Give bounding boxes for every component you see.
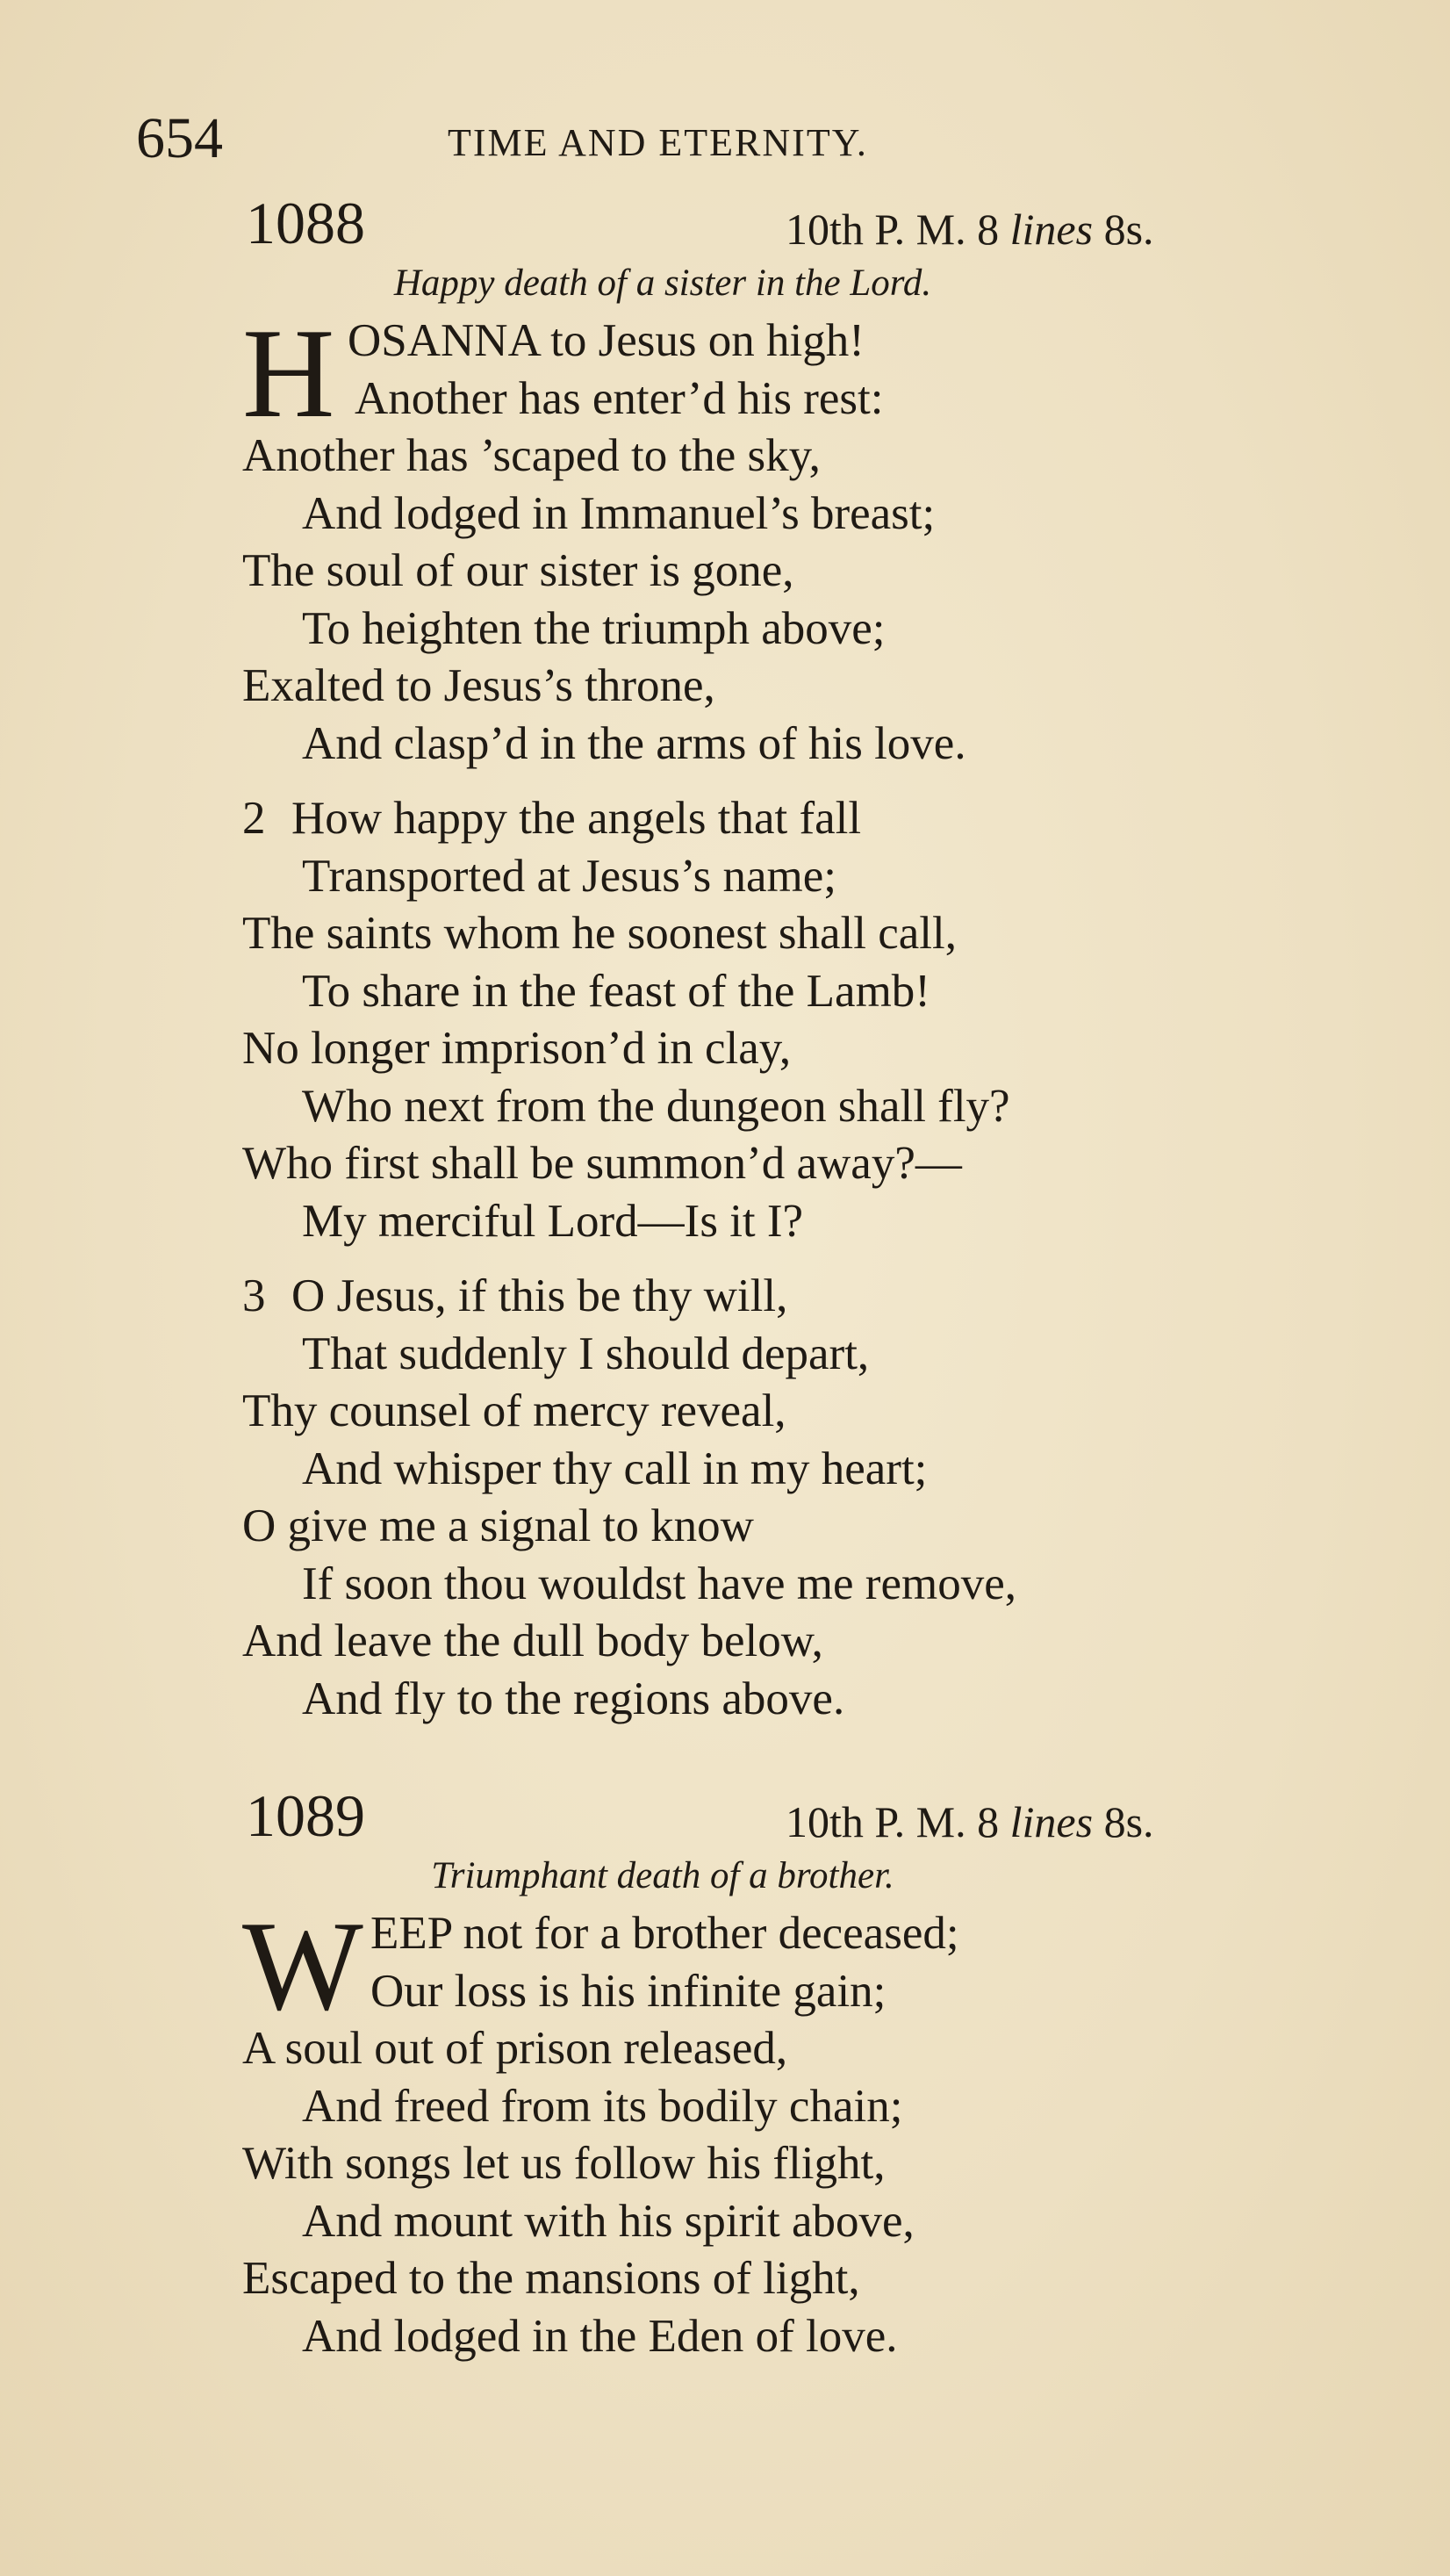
dropcap-block bbox=[242, 1895, 1317, 2037]
verse-line: And lodged in the Eden of love. bbox=[302, 2310, 898, 2362]
verse-1 bbox=[242, 1895, 1317, 2365]
hymn-heading bbox=[246, 1781, 1317, 1851]
verse-line: A soul out of prison released, bbox=[242, 2023, 788, 2074]
verse-line: Another has enter’d his rest: bbox=[355, 372, 884, 424]
verse-line: Exalted to Jesus’s throne, bbox=[242, 660, 715, 711]
verse-line: 3 O Jesus, if this be thy will, bbox=[242, 1268, 1317, 1326]
verse-line: 2 How happy the angels that fall bbox=[242, 790, 1317, 848]
verse-line: Thy counsel of mercy reveal, bbox=[242, 1385, 786, 1436]
verse-line: That suddenly I should depart, bbox=[302, 1328, 870, 1379]
dropcap: W bbox=[242, 1895, 363, 2037]
hymn-1088 bbox=[242, 188, 1317, 1745]
meter: 10th P. M. 8 lines 8s. bbox=[786, 1797, 1154, 1846]
verse-line: With songs let us follow his flight, bbox=[242, 2138, 886, 2189]
hymn-number: 1088 bbox=[246, 190, 365, 256]
running-head: TIME AND ETERNITY. bbox=[448, 121, 868, 164]
verse-1 bbox=[242, 302, 1317, 773]
verse-line: EEP not for a brother deceased; bbox=[370, 1908, 959, 1959]
verse-line: OSANNA to Jesus on high! bbox=[348, 315, 865, 366]
hymn-title: Triumphant death of a brother. bbox=[431, 1855, 894, 1896]
verse-2 bbox=[242, 790, 1317, 1250]
verse-line: My merciful Lord—Is it I? bbox=[302, 1195, 804, 1247]
verse-line: The saints whom he soonest shall call, bbox=[242, 908, 957, 959]
hymn-heading bbox=[246, 188, 1317, 258]
verse-line: And lodged in Immanuel’s breast; bbox=[302, 487, 936, 539]
verse-line: Transported at Jesus’s name; bbox=[302, 850, 836, 902]
verse-number: 3 bbox=[242, 1270, 266, 1321]
verse-line: To share in the feast of the Lamb! bbox=[302, 965, 930, 1017]
verse-line: And clasp’d in the arms of his love. bbox=[302, 717, 966, 769]
verse-line: Escaped to the mansions of light, bbox=[242, 2253, 860, 2304]
meter: 10th P. M. 8 lines 8s. bbox=[786, 205, 1154, 254]
verse-line: If soon thou wouldst have me remove, bbox=[302, 1558, 1016, 1609]
hymn-1089 bbox=[242, 1781, 1317, 2383]
dropcap-block bbox=[242, 302, 1317, 444]
verse-line: No longer imprison’d in clay, bbox=[242, 1023, 792, 1074]
verse-line: The soul of our sister is gone, bbox=[242, 545, 794, 596]
verse-line: Another has ’scaped to the sky, bbox=[242, 430, 821, 481]
verse-line: And freed from its bodily chain; bbox=[302, 2080, 903, 2132]
verse-3 bbox=[242, 1268, 1317, 1728]
verse-line: And leave the dull body below, bbox=[242, 1615, 823, 1666]
hymn-title: Happy death of a sister in the Lord. bbox=[393, 263, 932, 304]
verse-line: Who next from the dungeon shall fly? bbox=[302, 1080, 1010, 1132]
verse-line: O give me a signal to know bbox=[242, 1500, 754, 1551]
verse-line: And whisper thy call in my heart; bbox=[302, 1443, 928, 1494]
hymn-number: 1089 bbox=[246, 1782, 365, 1849]
verse-number: 2 bbox=[242, 793, 266, 844]
dropcap: H bbox=[242, 302, 335, 444]
verse-line: Who first shall be summon’d away?— bbox=[242, 1138, 962, 1189]
verse-line: And mount with his spirit above, bbox=[302, 2195, 915, 2247]
page-header bbox=[136, 104, 1303, 174]
verse-line: And fly to the regions above. bbox=[302, 1673, 845, 1724]
verse-line: To heighten the triumph above; bbox=[302, 602, 886, 654]
verse-line: Our loss is his infinite gain; bbox=[370, 1965, 887, 2017]
page-number: 654 bbox=[136, 106, 223, 170]
